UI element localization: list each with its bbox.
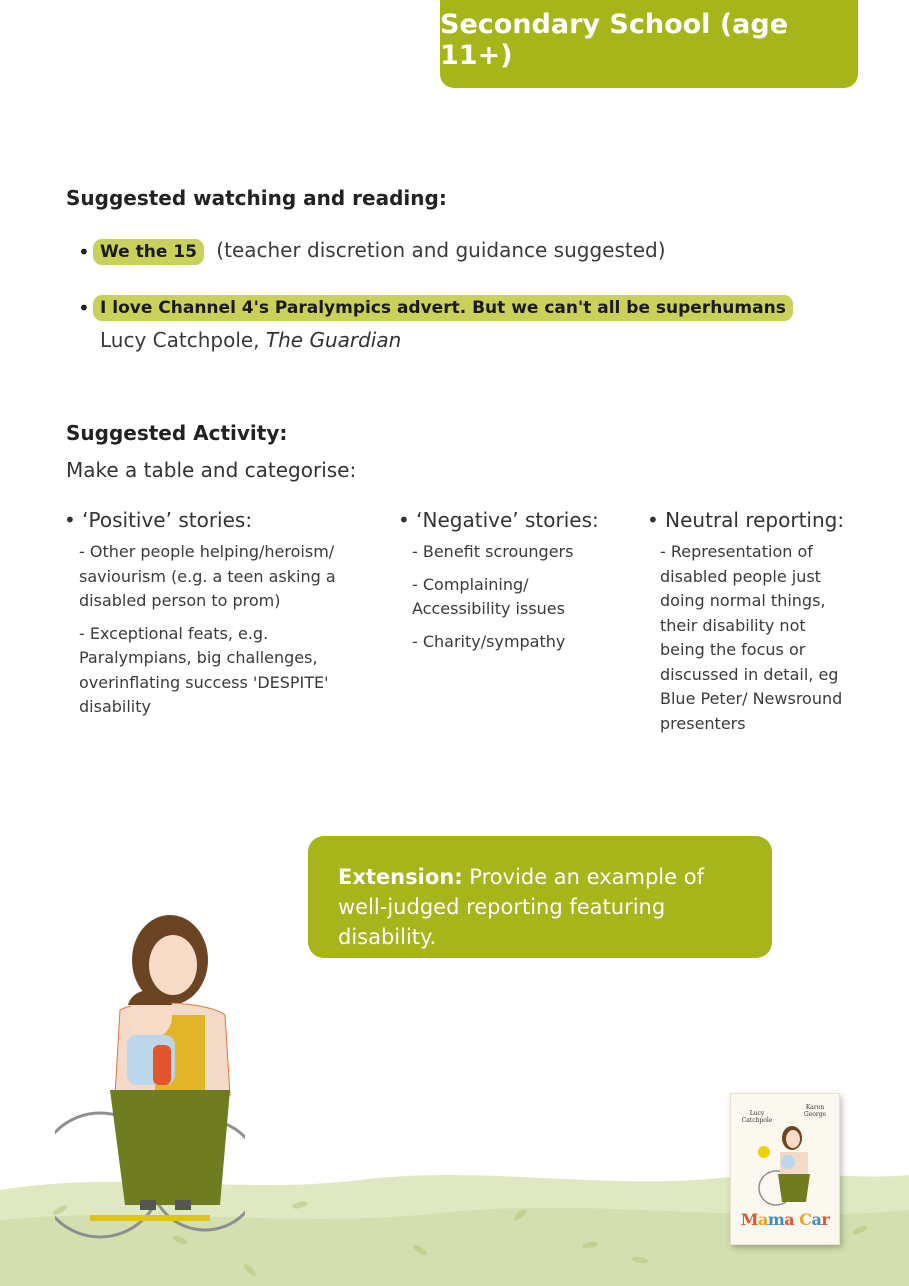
list-item: - Benefit scroungers (412, 542, 574, 561)
bullet-dot: • (78, 240, 90, 264)
book-author-1: Lucy Catchpole (741, 1110, 773, 1124)
column-neutral (647, 508, 867, 736)
mother-child-wheelchair-illustration (55, 905, 245, 1250)
list-item: - Exceptional feats, e.g. Paralympians, big challenges, overinflating success 'DESPITE' disability (79, 623, 329, 716)
column-negative (398, 508, 618, 654)
we-the-15-link[interactable]: We the 15 (93, 239, 204, 265)
list-item: - Charity/sympathy (412, 631, 566, 651)
watching-item-1 (93, 238, 666, 265)
mama-car-book-cover (730, 1093, 840, 1245)
list-item: - Other people helping/heroism/ saviourism (e.g. a teen asking a disabled person to prom) (79, 542, 336, 610)
book-author-2: Karen George (803, 1104, 827, 1118)
extension-box (308, 836, 772, 958)
section-header-tab (440, 0, 858, 88)
book-cover-art (756, 1122, 816, 1208)
watching-item-2-credit (100, 328, 401, 352)
column-positive (64, 508, 384, 720)
activity-intro: Make a table and categorise: (66, 458, 357, 482)
list-item: - Representation of disabled people just doing normal things, their disability not being the focus or discussed in detail, eg Blue Peter/ Newsround presenters (660, 542, 843, 733)
column-title: • Neutral reporting: (647, 508, 845, 532)
column-title: • ‘Negative’ stories: (398, 508, 599, 532)
watching-item-2 (93, 294, 793, 321)
watching-item-1-note: (teacher discretion and guidance suggested) (216, 238, 666, 262)
article-source: The Guardian (265, 328, 402, 352)
book-title: Mama Car (740, 1210, 830, 1229)
activity-heading: Suggested Activity: (66, 421, 288, 445)
article-author: Lucy Catchpole, (100, 328, 260, 352)
column-title: • ‘Positive’ stories: (64, 508, 253, 532)
bullet-dot: • (78, 296, 90, 320)
section-title: Secondary School (age 11+) (440, 9, 789, 71)
list-item: - Complaining/ Accessibility issues (412, 574, 565, 618)
guardian-article-link[interactable]: I love Channel 4's Paralympics advert. But we can't all be superhumans (93, 295, 793, 321)
watching-heading: Suggested watching and reading: (66, 186, 447, 210)
extension-label: Extension: (338, 865, 463, 889)
extension-text: Provide an example of well-judged reporting featuring disability. (338, 865, 704, 949)
